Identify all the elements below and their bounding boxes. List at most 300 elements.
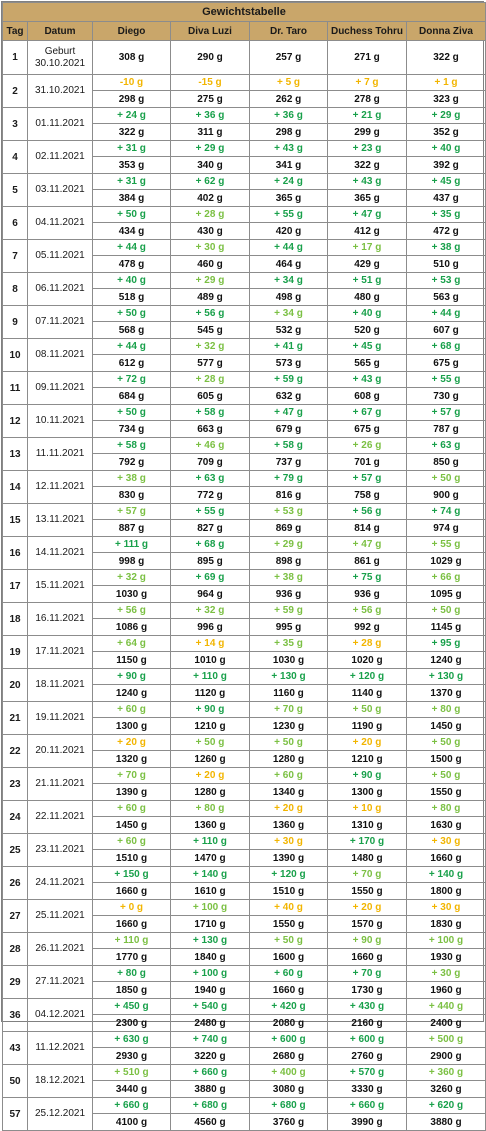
gain-dr-taro: + 41 g	[250, 339, 328, 355]
weight-dr-taro: 341 g	[250, 157, 328, 174]
birth-label: Geburt	[44, 45, 76, 57]
weight-dr-taro: 3760 g	[250, 1114, 328, 1131]
gain-diva-luzi: + 14 g	[171, 636, 250, 652]
weight-donna-ziva: 3260 g	[407, 1081, 486, 1098]
gain-duchess-tohru: + 47 g	[328, 537, 407, 553]
day-cell: 16	[3, 537, 28, 570]
weight-dr-taro: 1340 g	[250, 784, 328, 801]
gain-dr-taro: + 38 g	[250, 570, 328, 586]
weight-donna-ziva: 1550 g	[407, 784, 486, 801]
weight-donna-ziva: 900 g	[407, 487, 486, 504]
table-row-diff	[3, 240, 486, 256]
gain-diego: + 510 g	[93, 1065, 171, 1081]
date-cell: 23.11.2021	[28, 834, 93, 867]
gain-dr-taro: + 24 g	[250, 174, 328, 190]
gain-dr-taro: + 55 g	[250, 207, 328, 223]
table-row-diff	[3, 504, 486, 520]
weight-diego: 792 g	[93, 454, 171, 471]
weight-donna-ziva: 437 g	[407, 190, 486, 207]
weight-donna-ziva: 1630 g	[407, 817, 486, 834]
weight-duchess-tohru: 701 g	[328, 454, 407, 471]
weight-dr-taro: 3080 g	[250, 1081, 328, 1098]
day-cell: 24	[3, 801, 28, 834]
gain-duchess-tohru: + 50 g	[328, 702, 407, 718]
weight-diva-luzi: 489 g	[171, 289, 250, 306]
weight-duchess-tohru: 1210 g	[328, 751, 407, 768]
day-cell: 26	[3, 867, 28, 900]
gain-dr-taro: + 47 g	[250, 405, 328, 421]
gain-dr-taro: + 50 g	[250, 933, 328, 949]
gain-donna-ziva: + 100 g	[407, 933, 486, 949]
gain-duchess-tohru: + 23 g	[328, 141, 407, 157]
gain-diego: + 50 g	[93, 405, 171, 421]
weight-diva-luzi: 577 g	[171, 355, 250, 372]
gain-duchess-tohru: + 45 g	[328, 339, 407, 355]
weight-diva-luzi: 605 g	[171, 388, 250, 405]
weight-diva-luzi: 3220 g	[171, 1048, 250, 1065]
weight-duchess-tohru: 608 g	[328, 388, 407, 405]
gain-diego: + 70 g	[93, 768, 171, 784]
weight-dr-taro: 1160 g	[250, 685, 328, 702]
weight-donna-ziva: 1450 g	[407, 718, 486, 735]
weight-diego: 434 g	[93, 223, 171, 240]
table-row-diff	[3, 1065, 486, 1081]
birth-weight-diego: 308 g	[93, 41, 171, 75]
weight-donna-ziva: 974 g	[407, 520, 486, 537]
gain-donna-ziva: + 30 g	[407, 834, 486, 850]
weight-dr-taro: 298 g	[250, 124, 328, 141]
weight-duchess-tohru: 1550 g	[328, 883, 407, 900]
weight-diego: 1150 g	[93, 652, 171, 669]
gain-dr-taro: + 5 g	[250, 75, 328, 91]
weight-diego: 1850 g	[93, 982, 171, 999]
weight-donna-ziva: 3880 g	[407, 1114, 486, 1131]
gain-dr-taro: + 36 g	[250, 108, 328, 124]
gain-diego: + 38 g	[93, 471, 171, 487]
gain-diego: + 72 g	[93, 372, 171, 388]
weight-donna-ziva: 2400 g	[407, 1015, 486, 1032]
table-row-diff	[3, 174, 486, 190]
gain-donna-ziva: + 63 g	[407, 438, 486, 454]
weight-dr-taro: 1390 g	[250, 850, 328, 867]
weight-donna-ziva: 352 g	[407, 124, 486, 141]
weight-diego: 568 g	[93, 322, 171, 339]
gain-diego: + 0 g	[93, 900, 171, 916]
gain-donna-ziva: + 80 g	[407, 801, 486, 817]
gain-dr-taro: + 20 g	[250, 801, 328, 817]
gain-diva-luzi: + 32 g	[171, 603, 250, 619]
gain-diego: + 111 g	[93, 537, 171, 553]
table-row-diff	[3, 141, 486, 157]
weight-dr-taro: 1360 g	[250, 817, 328, 834]
weight-diego: 612 g	[93, 355, 171, 372]
day-cell: 20	[3, 669, 28, 702]
gain-duchess-tohru: + 21 g	[328, 108, 407, 124]
table-row-diff	[3, 636, 486, 652]
day-cell: 22	[3, 735, 28, 768]
weight-dr-taro: 498 g	[250, 289, 328, 306]
gain-diva-luzi: + 130 g	[171, 933, 250, 949]
weight-diego: 384 g	[93, 190, 171, 207]
gain-diego: + 50 g	[93, 306, 171, 322]
birth-tag: 1	[3, 41, 28, 75]
gain-diva-luzi: + 660 g	[171, 1065, 250, 1081]
weight-dr-taro: 464 g	[250, 256, 328, 273]
date-cell: 15.11.2021	[28, 570, 93, 603]
day-cell: 15	[3, 504, 28, 537]
gain-dr-taro: + 30 g	[250, 834, 328, 850]
weight-diva-luzi: 1210 g	[171, 718, 250, 735]
weight-dr-taro: 632 g	[250, 388, 328, 405]
weight-donna-ziva: 1029 g	[407, 553, 486, 570]
gain-duchess-tohru: + 70 g	[328, 966, 407, 982]
day-cell: 57	[3, 1098, 28, 1131]
weight-diego: 734 g	[93, 421, 171, 438]
weight-dr-taro: 679 g	[250, 421, 328, 438]
gain-dr-taro: + 50 g	[250, 735, 328, 751]
weight-diego: 1660 g	[93, 883, 171, 900]
gain-donna-ziva: + 50 g	[407, 768, 486, 784]
weight-duchess-tohru: 3990 g	[328, 1114, 407, 1131]
gain-diva-luzi: -15 g	[171, 75, 250, 91]
header-dr-taro: Dr. Taro	[250, 22, 328, 41]
weight-diego: 1660 g	[93, 916, 171, 933]
weight-duchess-tohru: 2160 g	[328, 1015, 407, 1032]
gain-diego: + 110 g	[93, 933, 171, 949]
weight-duchess-tohru: 520 g	[328, 322, 407, 339]
weight-duchess-tohru: 1310 g	[328, 817, 407, 834]
weight-donna-ziva: 472 g	[407, 223, 486, 240]
weight-donna-ziva: 787 g	[407, 421, 486, 438]
table-row-diff	[3, 603, 486, 619]
gain-diego: + 58 g	[93, 438, 171, 454]
gain-diva-luzi: + 36 g	[171, 108, 250, 124]
header-diego: Diego	[93, 22, 171, 41]
weight-duchess-tohru: 936 g	[328, 586, 407, 603]
gain-dr-taro: + 59 g	[250, 603, 328, 619]
weight-diva-luzi: 1120 g	[171, 685, 250, 702]
gain-diva-luzi: + 50 g	[171, 735, 250, 751]
date-cell: 20.11.2021	[28, 735, 93, 768]
table-body	[3, 41, 486, 1131]
weight-duchess-tohru: 3330 g	[328, 1081, 407, 1098]
gain-donna-ziva: + 50 g	[407, 735, 486, 751]
gain-donna-ziva: + 40 g	[407, 141, 486, 157]
gain-duchess-tohru: + 26 g	[328, 438, 407, 454]
gain-duchess-tohru: + 43 g	[328, 372, 407, 388]
weight-diva-luzi: 2480 g	[171, 1015, 250, 1032]
gain-donna-ziva: + 35 g	[407, 207, 486, 223]
weight-duchess-tohru: 675 g	[328, 421, 407, 438]
weight-donna-ziva: 1960 g	[407, 982, 486, 999]
gain-diva-luzi: + 540 g	[171, 999, 250, 1015]
day-cell: 5	[3, 174, 28, 207]
gain-donna-ziva: + 57 g	[407, 405, 486, 421]
gain-diego: + 150 g	[93, 867, 171, 883]
gain-diva-luzi: + 28 g	[171, 372, 250, 388]
date-cell: 07.11.2021	[28, 306, 93, 339]
table-row-diff	[3, 1098, 486, 1114]
gain-dr-taro: + 130 g	[250, 669, 328, 685]
day-cell: 6	[3, 207, 28, 240]
weight-diego: 684 g	[93, 388, 171, 405]
weight-diva-luzi: 1360 g	[171, 817, 250, 834]
weight-diego: 998 g	[93, 553, 171, 570]
gain-donna-ziva: + 620 g	[407, 1098, 486, 1114]
gain-dr-taro: + 680 g	[250, 1098, 328, 1114]
weight-diva-luzi: 460 g	[171, 256, 250, 273]
gain-diego: + 20 g	[93, 735, 171, 751]
weight-diego: 1030 g	[93, 586, 171, 603]
day-cell: 21	[3, 702, 28, 735]
date-cell: 18.11.2021	[28, 669, 93, 702]
table-row-diff	[3, 1032, 486, 1048]
weight-table	[2, 2, 486, 1131]
table-row-diff	[3, 933, 486, 949]
birth-date: 30.10.2021	[34, 57, 86, 69]
day-cell: 19	[3, 636, 28, 669]
weight-diego: 1450 g	[93, 817, 171, 834]
date-cell: 24.11.2021	[28, 867, 93, 900]
weight-diego: 1770 g	[93, 949, 171, 966]
gain-dr-taro: + 60 g	[250, 768, 328, 784]
date-cell: 10.11.2021	[28, 405, 93, 438]
weight-dr-taro: 2680 g	[250, 1048, 328, 1065]
weight-dr-taro: 936 g	[250, 586, 328, 603]
date-cell: 09.11.2021	[28, 372, 93, 405]
weight-duchess-tohru: 429 g	[328, 256, 407, 273]
gain-donna-ziva: + 55 g	[407, 372, 486, 388]
gain-donna-ziva: + 45 g	[407, 174, 486, 190]
table-row-diff	[3, 273, 486, 289]
weight-dr-taro: 2080 g	[250, 1015, 328, 1032]
weight-diego: 1320 g	[93, 751, 171, 768]
table-row-diff	[3, 570, 486, 586]
gain-donna-ziva: + 53 g	[407, 273, 486, 289]
weight-donna-ziva: 1240 g	[407, 652, 486, 669]
gain-dr-taro: + 420 g	[250, 999, 328, 1015]
gain-duchess-tohru: + 70 g	[328, 867, 407, 883]
day-cell: 11	[3, 372, 28, 405]
weight-duchess-tohru: 814 g	[328, 520, 407, 537]
weight-duchess-tohru: 278 g	[328, 91, 407, 108]
weight-donna-ziva: 2900 g	[407, 1048, 486, 1065]
header-date: Datum	[28, 22, 93, 41]
table-title: Gewichtstabelle	[3, 3, 486, 22]
gain-diva-luzi: + 110 g	[171, 669, 250, 685]
weight-duchess-tohru: 365 g	[328, 190, 407, 207]
weight-diego: 1300 g	[93, 718, 171, 735]
gain-dr-taro: + 60 g	[250, 966, 328, 982]
day-cell: 25	[3, 834, 28, 867]
weight-duchess-tohru: 1660 g	[328, 949, 407, 966]
table-row-diff	[3, 372, 486, 388]
weight-duchess-tohru: 565 g	[328, 355, 407, 372]
table-row-diff	[3, 999, 486, 1015]
date-cell: 04.12.2021	[28, 999, 93, 1032]
birth-date-cell	[28, 41, 93, 75]
day-cell: 13	[3, 438, 28, 471]
weight-duchess-tohru: 992 g	[328, 619, 407, 636]
weight-duchess-tohru: 861 g	[328, 553, 407, 570]
gain-dr-taro: + 79 g	[250, 471, 328, 487]
weight-donna-ziva: 392 g	[407, 157, 486, 174]
weight-duchess-tohru: 1300 g	[328, 784, 407, 801]
gain-diva-luzi: + 32 g	[171, 339, 250, 355]
weight-diva-luzi: 1470 g	[171, 850, 250, 867]
weight-donna-ziva: 850 g	[407, 454, 486, 471]
gain-donna-ziva: + 140 g	[407, 867, 486, 883]
gain-diego: + 32 g	[93, 570, 171, 586]
gain-diego: + 56 g	[93, 603, 171, 619]
date-cell: 11.11.2021	[28, 438, 93, 471]
day-cell: 4	[3, 141, 28, 174]
gain-duchess-tohru: + 47 g	[328, 207, 407, 223]
date-cell: 04.11.2021	[28, 207, 93, 240]
weight-dr-taro: 365 g	[250, 190, 328, 207]
date-cell: 08.11.2021	[28, 339, 93, 372]
weight-donna-ziva: 1660 g	[407, 850, 486, 867]
day-cell: 12	[3, 405, 28, 438]
weight-diva-luzi: 1280 g	[171, 784, 250, 801]
gain-diva-luzi: + 28 g	[171, 207, 250, 223]
gain-diva-luzi: + 100 g	[171, 966, 250, 982]
weight-donna-ziva: 1830 g	[407, 916, 486, 933]
gain-dr-taro: + 44 g	[250, 240, 328, 256]
weight-donna-ziva: 1500 g	[407, 751, 486, 768]
gain-diego: + 57 g	[93, 504, 171, 520]
table-row-diff	[3, 900, 486, 916]
weight-diego: 322 g	[93, 124, 171, 141]
weight-diego: 1240 g	[93, 685, 171, 702]
table-row-diff	[3, 75, 486, 91]
weight-duchess-tohru: 1190 g	[328, 718, 407, 735]
weight-diva-luzi: 311 g	[171, 124, 250, 141]
date-cell: 12.11.2021	[28, 471, 93, 504]
gain-diego: + 40 g	[93, 273, 171, 289]
weight-diva-luzi: 1610 g	[171, 883, 250, 900]
gain-donna-ziva: + 38 g	[407, 240, 486, 256]
weight-diego: 830 g	[93, 487, 171, 504]
weight-dr-taro: 262 g	[250, 91, 328, 108]
date-cell: 17.11.2021	[28, 636, 93, 669]
weight-diva-luzi: 709 g	[171, 454, 250, 471]
weight-diego: 3440 g	[93, 1081, 171, 1098]
gain-donna-ziva: + 30 g	[407, 900, 486, 916]
gain-diva-luzi: + 90 g	[171, 702, 250, 718]
gain-donna-ziva: + 55 g	[407, 537, 486, 553]
gain-diego: + 60 g	[93, 702, 171, 718]
day-cell: 8	[3, 273, 28, 306]
weight-diva-luzi: 827 g	[171, 520, 250, 537]
table-row-diff	[3, 405, 486, 421]
weight-diego: 478 g	[93, 256, 171, 273]
weight-donna-ziva: 1095 g	[407, 586, 486, 603]
birth-weight-donna-ziva: 322 g	[407, 41, 486, 75]
gain-donna-ziva: + 95 g	[407, 636, 486, 652]
weight-donna-ziva: 510 g	[407, 256, 486, 273]
weight-duchess-tohru: 2760 g	[328, 1048, 407, 1065]
gain-duchess-tohru: + 51 g	[328, 273, 407, 289]
table-row-diff	[3, 471, 486, 487]
weight-dr-taro: 1550 g	[250, 916, 328, 933]
table-row-diff	[3, 768, 486, 784]
weight-diva-luzi: 4560 g	[171, 1114, 250, 1131]
gain-duchess-tohru: + 7 g	[328, 75, 407, 91]
gain-diego: + 80 g	[93, 966, 171, 982]
date-cell: 11.12.2021	[28, 1032, 93, 1065]
date-cell: 02.11.2021	[28, 141, 93, 174]
weight-diego: 2930 g	[93, 1048, 171, 1065]
weight-dr-taro: 1600 g	[250, 949, 328, 966]
gain-donna-ziva: + 50 g	[407, 603, 486, 619]
gain-diva-luzi: + 140 g	[171, 867, 250, 883]
gain-diva-luzi: + 29 g	[171, 273, 250, 289]
header-duchess-tohru: Duchess Tohru	[328, 22, 407, 41]
table-row-diff	[3, 834, 486, 850]
gain-diva-luzi: + 110 g	[171, 834, 250, 850]
gain-diva-luzi: + 80 g	[171, 801, 250, 817]
gain-donna-ziva: + 1 g	[407, 75, 486, 91]
gain-diego: -10 g	[93, 75, 171, 91]
header-tag: Tag	[3, 22, 28, 41]
birth-weight-dr-taro: 257 g	[250, 41, 328, 75]
gain-dr-taro: + 43 g	[250, 141, 328, 157]
gain-duchess-tohru: + 40 g	[328, 306, 407, 322]
table-row-diff	[3, 537, 486, 553]
gain-diva-luzi: + 56 g	[171, 306, 250, 322]
gain-dr-taro: + 59 g	[250, 372, 328, 388]
gain-diva-luzi: + 100 g	[171, 900, 250, 916]
day-cell: 9	[3, 306, 28, 339]
weight-diego: 353 g	[93, 157, 171, 174]
gain-diva-luzi: + 63 g	[171, 471, 250, 487]
weight-diego: 4100 g	[93, 1114, 171, 1131]
gain-duchess-tohru: + 120 g	[328, 669, 407, 685]
gain-diego: + 660 g	[93, 1098, 171, 1114]
date-cell: 16.11.2021	[28, 603, 93, 636]
weight-duchess-tohru: 1140 g	[328, 685, 407, 702]
gain-donna-ziva: + 50 g	[407, 471, 486, 487]
weight-duchess-tohru: 758 g	[328, 487, 407, 504]
weight-diego: 298 g	[93, 91, 171, 108]
gain-duchess-tohru: + 90 g	[328, 933, 407, 949]
gain-donna-ziva: + 30 g	[407, 966, 486, 982]
weight-diego: 1510 g	[93, 850, 171, 867]
weight-donna-ziva: 1370 g	[407, 685, 486, 702]
birth-row	[3, 41, 486, 75]
gain-dr-taro: + 34 g	[250, 306, 328, 322]
gain-diego: + 64 g	[93, 636, 171, 652]
gain-dr-taro: + 58 g	[250, 438, 328, 454]
day-cell: 14	[3, 471, 28, 504]
gain-dr-taro: + 120 g	[250, 867, 328, 883]
weight-diego: 887 g	[93, 520, 171, 537]
weight-dr-taro: 816 g	[250, 487, 328, 504]
gain-donna-ziva: + 44 g	[407, 306, 486, 322]
table-row-diff	[3, 966, 486, 982]
weight-dr-taro: 1510 g	[250, 883, 328, 900]
weight-duchess-tohru: 1730 g	[328, 982, 407, 999]
weight-diva-luzi: 1710 g	[171, 916, 250, 933]
weight-duchess-tohru: 1480 g	[328, 850, 407, 867]
date-cell: 14.11.2021	[28, 537, 93, 570]
date-cell: 03.11.2021	[28, 174, 93, 207]
gain-diego: + 450 g	[93, 999, 171, 1015]
date-cell: 31.10.2021	[28, 75, 93, 108]
gain-dr-taro: + 29 g	[250, 537, 328, 553]
gain-duchess-tohru: + 28 g	[328, 636, 407, 652]
